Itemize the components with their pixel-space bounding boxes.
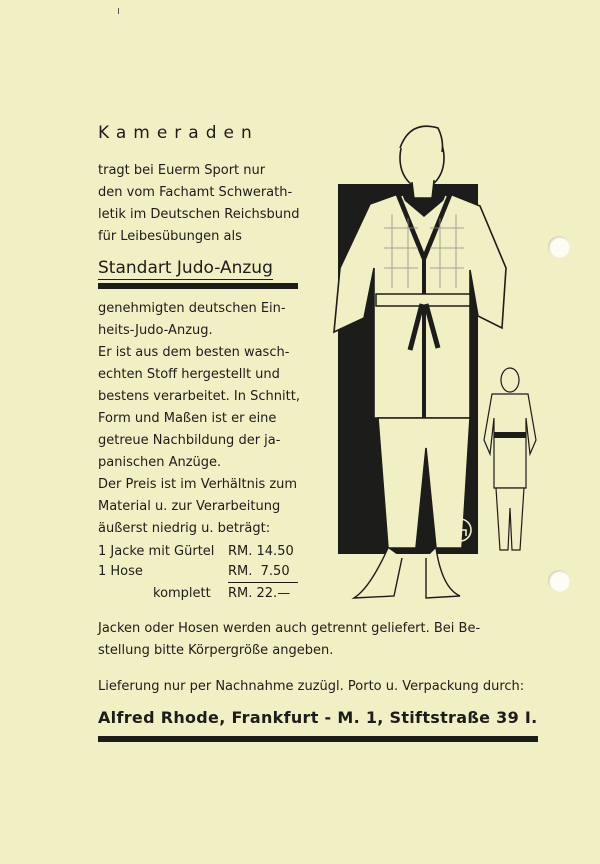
price-row-jacket (98, 542, 308, 562)
punch-hole-bottom (548, 570, 570, 592)
body-line: bestens verarbeitet. In Schnitt, (98, 389, 300, 404)
price-amount: RM. 14.50 (228, 544, 294, 559)
price-amount: RM. 22.— (228, 586, 291, 601)
back-view-figure (484, 368, 536, 550)
body-line: panischen Anzüge. (98, 455, 222, 470)
price-amount: RM. 7.50 (228, 562, 298, 583)
footer-line: stellung bitte Körpergröße angeben. (98, 643, 334, 658)
body-line: Der Preis ist im Verhältnis zum (98, 477, 298, 492)
body-line: getreue Nachbildung der ja- (98, 433, 281, 448)
footer-rule (98, 736, 538, 742)
body-line: genehmigten deutschen Ein- (98, 301, 286, 316)
intro-title: Kameraden (98, 123, 259, 143)
body-line: äußerst niedrig u. beträgt: (98, 521, 271, 536)
delivery-note: Lieferung nur per Nachnahme zuzügl. Porto u. Verpackung durch: (98, 679, 525, 694)
supplier-address: Alfred Rhode, Frankfurt - M. 1, Stiftstraße 39 I. (98, 708, 538, 727)
body-line: Er ist aus dem besten wasch- (98, 345, 290, 360)
intro-line: den vom Fachamt Schwerath- (98, 185, 293, 200)
page-tick-mark (118, 8, 119, 14)
belt (376, 294, 470, 306)
price-row-trousers (98, 562, 308, 582)
intro-line: letik im Deutschen Reichsbund (98, 207, 300, 222)
intro-line: für Leibesübungen als (98, 229, 242, 244)
body-line: echten Stoff hergestellt und (98, 367, 280, 382)
body-line: Form und Maßen ist er eine (98, 411, 277, 426)
product-heading: Standart Judo-Anzug (98, 258, 273, 278)
price-item: 1 Jacke mit Gürtel (98, 544, 215, 559)
body-line: Material u. zur Verarbeitung (98, 499, 281, 514)
body-line: heits-Judo-Anzug. (98, 323, 213, 338)
price-item: komplett (153, 586, 211, 601)
price-item: 1 Hose (98, 564, 143, 579)
heading-rule (98, 283, 298, 289)
judo-suit-illustration (330, 118, 540, 608)
punch-hole-top (548, 236, 570, 258)
intro-line: tragt bei Euerm Sport nur (98, 163, 266, 178)
footer-line: Jacken oder Hosen werden auch getrennt geliefert. Bei Be- (98, 621, 481, 636)
